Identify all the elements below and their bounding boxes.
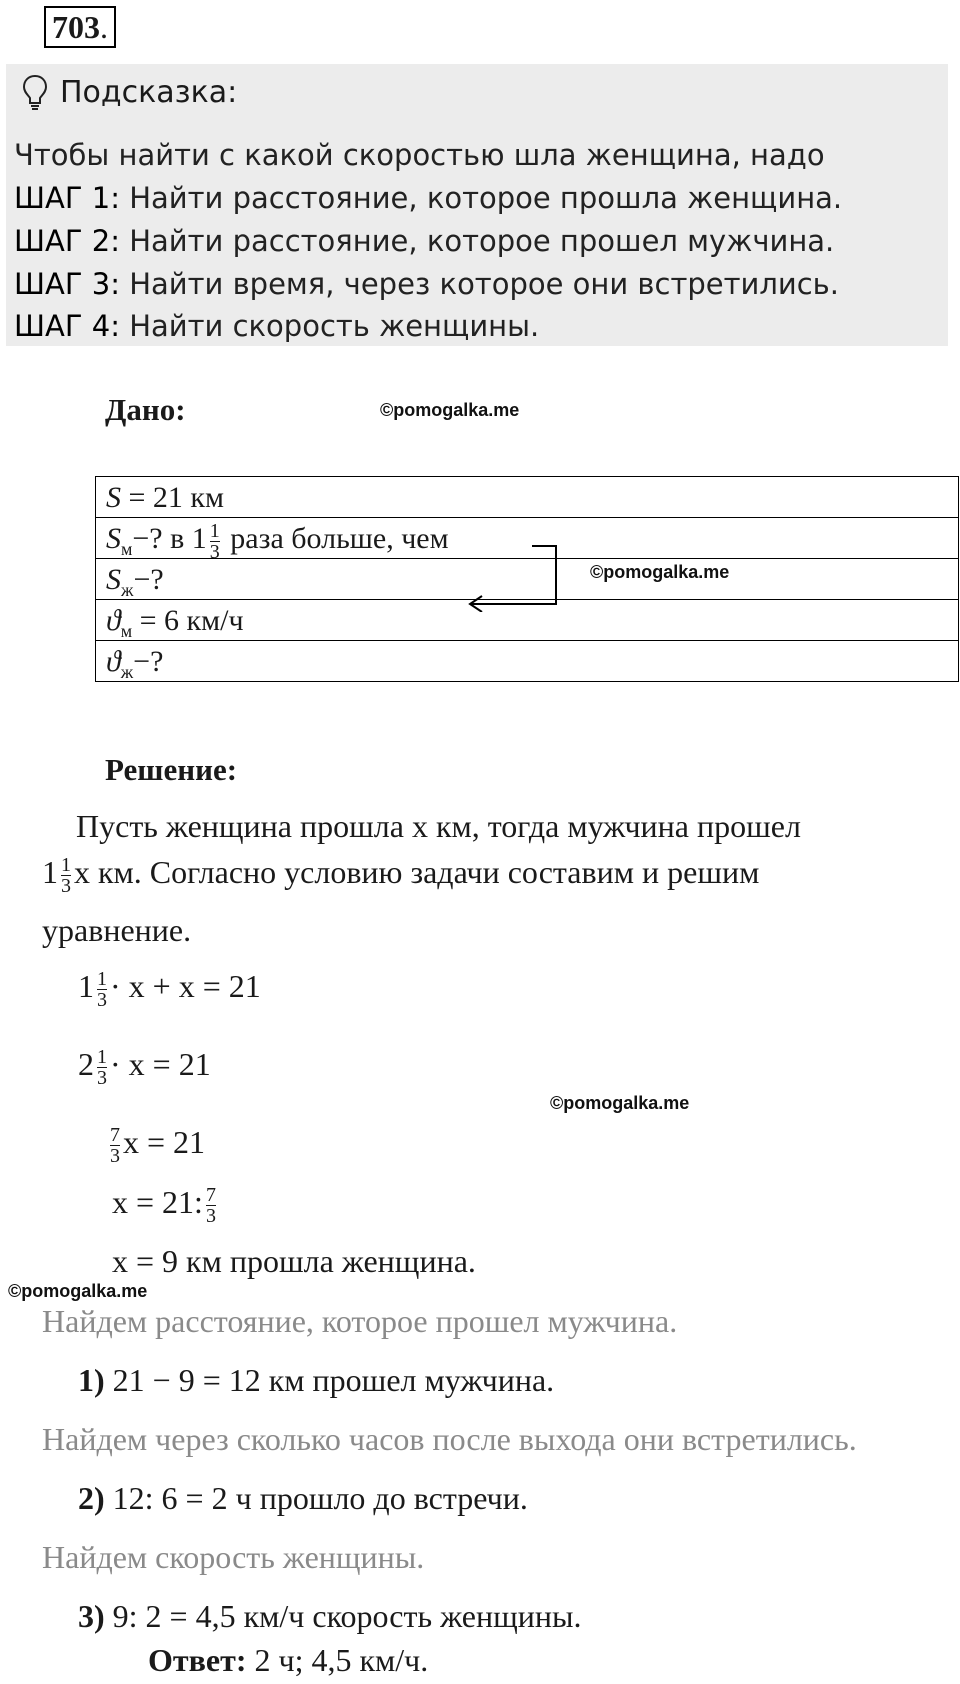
watermark-3: ©pomogalka.me (550, 1093, 690, 1113)
step-3: 3) 9: 2 = 4,5 км/ч скорость женщины. (78, 1598, 582, 1634)
problem-number: 703. (44, 6, 116, 48)
lightbulb-icon (22, 74, 48, 110)
note-3: Найдем скорость женщины. (42, 1539, 425, 1575)
hint-step-2: ШАГ 2: Найти расстояние, которое прошел мужчина. (14, 224, 835, 258)
given-title: Дано: (105, 392, 186, 427)
solution-para-line-1: Пусть женщина прошла x км, тогда мужчина прошел (76, 808, 801, 844)
equation-2: 2 $\frac{1}{3}$ · x = 21 (78, 1046, 211, 1090)
watermark-4: ©pomogalka.me (8, 1281, 148, 1301)
hint-title: Подсказка: (22, 74, 237, 110)
solution-para-line-3: уравнение. (42, 912, 192, 948)
step-2: 2) 12: 6 = 2 ч прошло до встречи. (78, 1480, 528, 1516)
hint-step-1: ШАГ 1: Найти расстояние, которое прошла женщина. (14, 181, 843, 215)
solution-para-line-2: 1 $\frac{1}{3}$ x км. Согласно условию задачи составим и решим (42, 854, 760, 898)
given-row-5: $ϑ_ж-$? (96, 641, 958, 682)
comparison-arrow (460, 540, 570, 612)
watermark-1: ©pomogalka.me (380, 400, 520, 420)
watermark-2: ©pomogalka.me (590, 562, 730, 582)
note-1: Найдем расстояние, которое прошел мужчина. (42, 1303, 678, 1339)
equation-5: x = 9 км прошла женщина. (112, 1243, 476, 1279)
answer: Ответ: 2 ч; 4,5 км/ч. (148, 1642, 429, 1678)
hint-intro: Чтобы найти с какой скоростью шла женщина, надо (14, 138, 825, 172)
equation-1: 1 $\frac{1}{3}$ · x + x = 21 (78, 968, 261, 1012)
step-1: 1) 21 − 9 = 12 км прошел мужчина. (78, 1362, 555, 1398)
given-row-2: $S_м-$? в 1 $\frac{1}{3}$ раза больше, чем (96, 518, 958, 559)
solution-title: Решение: (105, 752, 238, 787)
given-row-4: $ϑ_м = 6$ км/ч (96, 600, 958, 641)
fraction: $\frac{1}{3}$ (209, 519, 220, 563)
hint-step-3: ШАГ 3: Найти время, через которое они встретились. (14, 267, 839, 301)
equation-4: x = 21: $\frac{7}{3}$ (112, 1184, 216, 1228)
equation-3: $\frac{7}{3}$ x = 21 (110, 1124, 206, 1168)
given-row-3: $S_ж-$? (96, 559, 958, 600)
note-2: Найдем через сколько часов после выхода они встретились. (42, 1421, 857, 1457)
hint-step-4: ШАГ 4: Найти скорость женщины. (14, 309, 540, 343)
given-row-1: S = 21 км (96, 477, 958, 518)
